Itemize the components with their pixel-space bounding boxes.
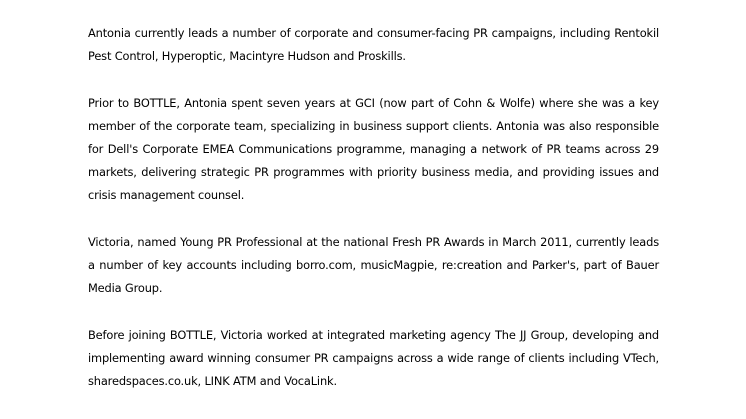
paragraph-victoria-background: Before joining BOTTLE, Victoria worked at integrated marketing agency The JJ Group, developing and implementing award winning consumer PR campaigns across a wide range of clients including VTech, sharedspaces.co.uk, LINK ATM and VocaLink. (88, 327, 659, 388)
document-body (88, 22, 659, 393)
paragraph-antonia-background: Prior to BOTTLE, Antonia spent seven years at GCI (now part of Cohn & Wolfe) where she was a key member of the corporate team, specializing in business support clients. Antonia was also responsible for Dell's Corporate EMEA Communications programme, managing a network of PR teams across 29 markets, delivering strategic PR programmes with priority business media, and providing issues and crisis management counsel. (88, 95, 659, 203)
paragraph-victoria-accounts: Victoria, named Young PR Professional at the national Fresh PR Awards in March 2011, currently leads a number of key accounts including borro.com, musicMagpie, re:creation and Parker's, part of Bauer Media Group. (88, 234, 659, 296)
paragraph-antonia-campaigns: Antonia currently leads a number of corporate and consumer-facing PR campaigns, including Rentokil Pest Control, Hyperoptic, Macintyre Hudson and Proskills. (88, 26, 659, 64)
